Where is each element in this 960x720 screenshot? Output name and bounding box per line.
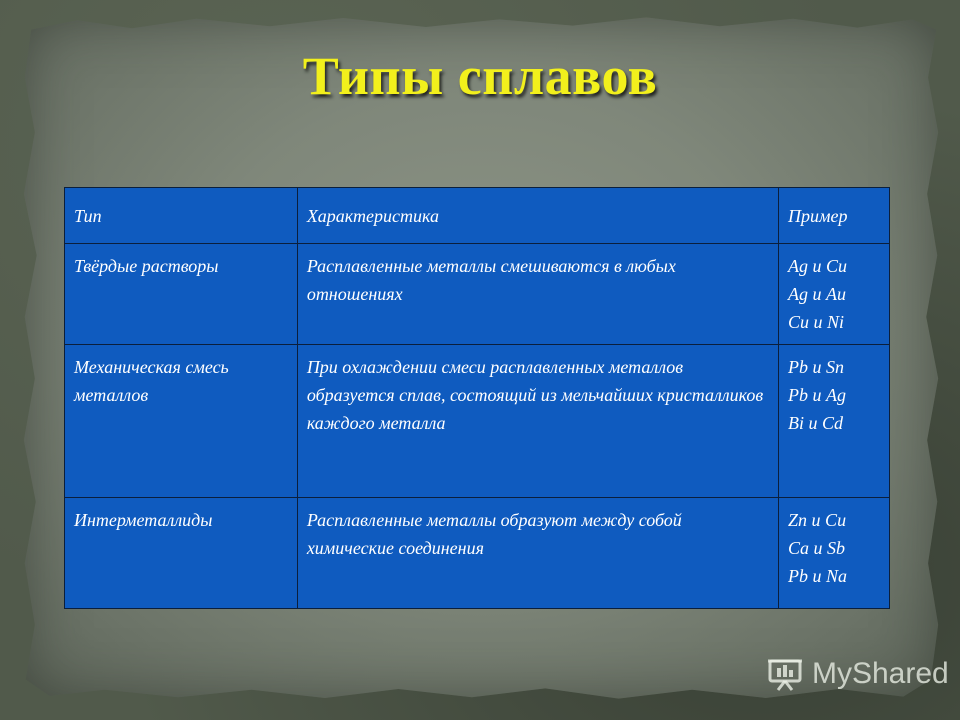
example-item: Zn и Cu <box>788 510 847 530</box>
example-item: Cu и Ni <box>788 312 845 332</box>
alloy-types-table <box>64 187 890 609</box>
slide-title: Типы сплавов <box>302 46 658 106</box>
presentation-screen-icon <box>768 657 804 691</box>
table-row <box>65 244 890 345</box>
header-type: Тип <box>65 188 298 244</box>
cell-examples <box>779 244 890 345</box>
example-item: Pb и Na <box>788 566 848 586</box>
example-item: Bi и Cd <box>788 413 844 433</box>
example-item: Ca и Sb <box>788 538 846 558</box>
cell-type: Механическая смесь металлов <box>65 345 298 498</box>
cell-type: Твёрдые растворы <box>65 244 298 345</box>
cell-description: При охлаждении смеси расплавленных металлов образуется сплав, состоящий из мельчайших кристалликов каждого металла <box>297 345 778 498</box>
watermark <box>768 656 949 692</box>
example-item: Pb и Sn <box>788 357 845 377</box>
table-header-row <box>65 188 890 244</box>
table-row <box>65 345 890 498</box>
table-row <box>65 498 890 609</box>
header-description: Характеристика <box>297 188 778 244</box>
cell-type: Интерметаллиды <box>65 498 298 609</box>
cell-description: Расплавленные металлы образуют между собой химические соединения <box>297 498 778 609</box>
example-item: Pb и Ag <box>788 385 847 405</box>
watermark-text: MyShared <box>812 657 949 690</box>
example-item: Ag и Cu <box>788 256 848 276</box>
example-item: Ag и Au <box>788 284 847 304</box>
header-example: Пример <box>779 188 890 244</box>
cell-description: Расплавленные металлы смешиваются в любых отношениях <box>297 244 778 345</box>
cell-examples <box>779 498 890 609</box>
cell-examples <box>779 345 890 498</box>
